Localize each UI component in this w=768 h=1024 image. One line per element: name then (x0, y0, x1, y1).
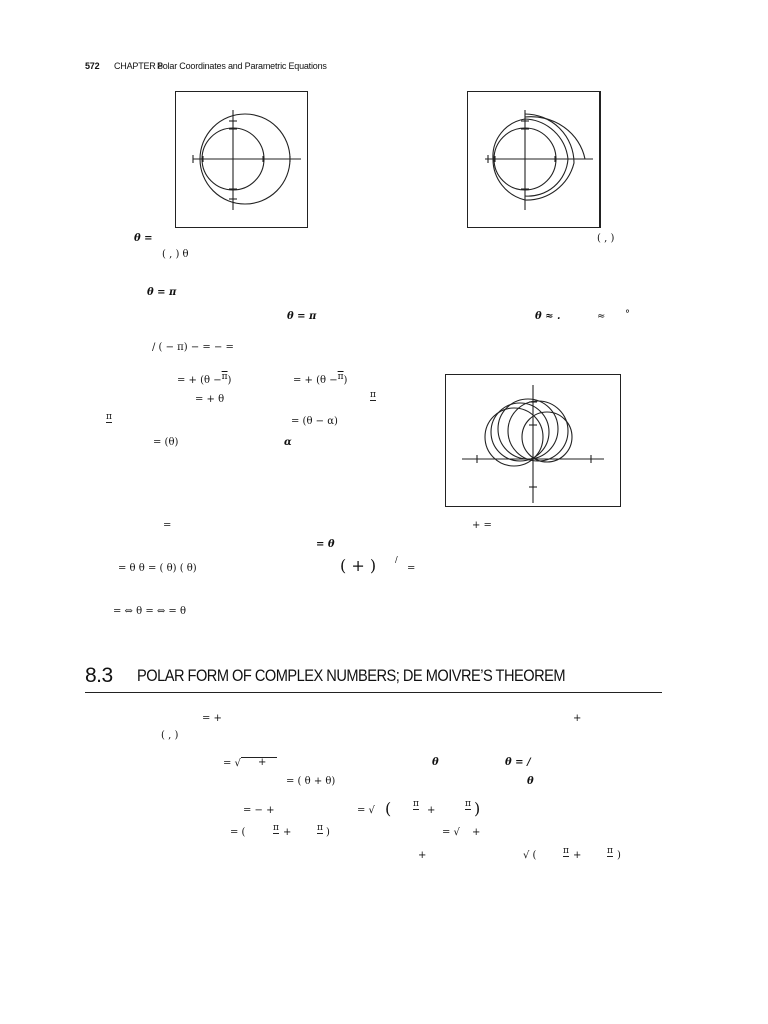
page-number: 572 (85, 61, 100, 71)
text-fragment: ( (385, 799, 392, 818)
text-fragment: π (413, 799, 419, 809)
text-fragment: + = (472, 520, 492, 531)
text-fragment: = √ (357, 805, 375, 816)
text-fragment: α (284, 437, 292, 448)
text-fragment: = √ (223, 757, 277, 769)
text-fragment: = (θ) (153, 437, 179, 448)
figure-circle-family (445, 374, 621, 507)
text-fragment: / (395, 555, 398, 564)
text-fragment: / ( − π) − = − = (152, 342, 234, 353)
figure-circles-right (467, 91, 601, 228)
text-fragment: ( , ) θ (162, 249, 189, 260)
text-fragment: + (573, 850, 582, 861)
text-fragment: θ ≈ . (535, 311, 561, 322)
text-fragment: = (θ − α) (291, 416, 338, 427)
text-fragment: + (573, 713, 582, 724)
text-fragment: = θ (316, 539, 335, 550)
text-fragment: = √ (442, 827, 460, 838)
text-fragment: ° (625, 309, 630, 320)
text-fragment: ) (474, 799, 481, 818)
text-fragment: + (418, 850, 427, 861)
text-fragment: = + $(\theta -\overline{\pi})$ (293, 372, 348, 386)
text-fragment: ( , ) (597, 233, 615, 244)
text-fragment: = ( θ + θ) (286, 776, 336, 787)
section-title: POLAR FORM OF COMPLEX NUMBERS; DE MOIVRE’S THEOREM (137, 666, 566, 685)
chapter-title: Polar Coordinates and Parametric Equations (157, 61, 327, 71)
text-fragment: = + $(\theta -\overline{\pi})$ (177, 372, 232, 386)
polar-graph-family (446, 375, 620, 506)
text-fragment: + (283, 827, 292, 838)
text-fragment: = ( (230, 827, 246, 838)
text-fragment: θ (527, 776, 534, 787)
text-fragment: = (407, 563, 416, 574)
text-fragment: + (472, 827, 481, 838)
text-fragment: = − + (243, 805, 275, 816)
text-fragment: π (106, 412, 112, 422)
polar-graph-left (176, 92, 307, 227)
text-fragment: √ ( (523, 850, 537, 861)
text-fragment: = + θ (195, 394, 225, 405)
text-fragment: ) (617, 850, 621, 861)
text-fragment: π (273, 823, 279, 833)
text-fragment: π (465, 799, 471, 809)
text-fragment: θ = / (505, 757, 531, 768)
text-fragment: + (427, 805, 436, 816)
polar-graph-right (468, 92, 599, 227)
text-fragment: π (370, 390, 376, 400)
text-fragment: = θ θ = ( θ) ( θ) (118, 563, 197, 574)
text-fragment: ( , ) (161, 730, 179, 741)
text-fragment: ( + ) (340, 556, 377, 575)
text-fragment: θ = π (287, 311, 317, 322)
text-fragment: ) (326, 827, 330, 838)
text-fragment: ≈ (597, 311, 606, 322)
section-rule (85, 692, 662, 693)
chapter-label: CHAPTER 8 (114, 61, 163, 71)
figure-circles-left (175, 91, 308, 228)
text-fragment: θ (432, 757, 439, 768)
section-number: 8.3 (85, 664, 113, 687)
text-fragment: θ = π (147, 287, 177, 298)
text-fragment: = + (202, 713, 222, 724)
text-fragment: π (563, 846, 569, 856)
text-fragment: π (317, 823, 323, 833)
text-fragment: + (258, 757, 267, 768)
text-fragment: π (607, 846, 613, 856)
text-fragment: θ = (134, 233, 153, 244)
text-fragment: = (163, 520, 172, 531)
text-fragment: = ⇔ θ = ⇔ = θ (113, 606, 187, 617)
